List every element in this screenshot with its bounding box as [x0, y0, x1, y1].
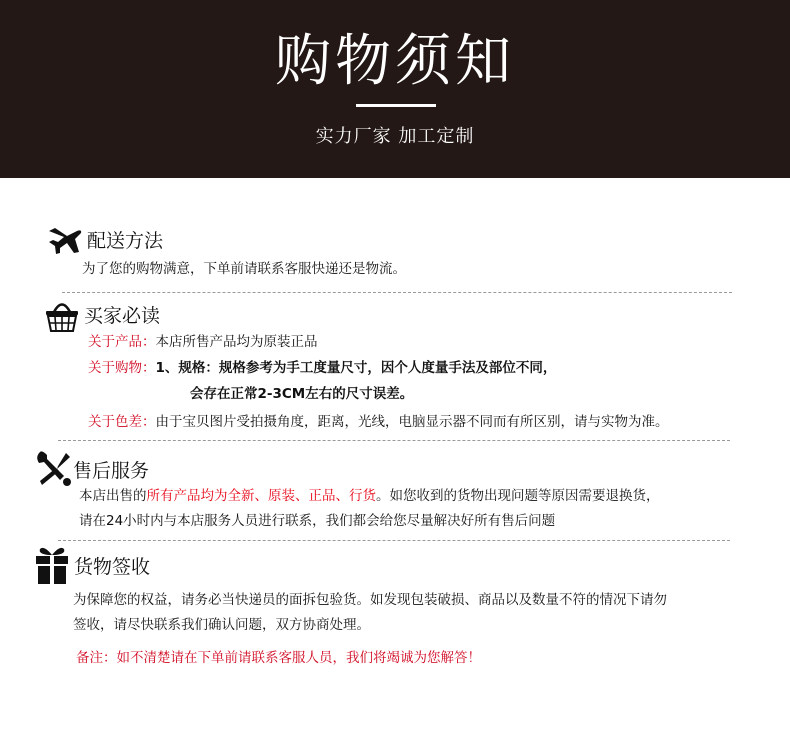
header-banner — [0, 0, 790, 178]
shopping-basket-icon — [44, 296, 80, 334]
after-sales-text-1c: 。如您收到的货物出现问题等原因需要退换货， — [376, 488, 660, 504]
section-title-delivery: 配送方法 — [87, 230, 164, 252]
buyer-product-line — [88, 332, 318, 352]
section-title-receipt: 货物签收 — [74, 556, 151, 578]
after-sales-line-2: 请在24小时内与本店服务人员进行联系，我们都会给您尽量解决好所有售后问题 — [79, 513, 556, 529]
section-title-buyer: 买家必读 — [84, 305, 161, 327]
buyer-color-line — [88, 412, 669, 432]
color-label: 关于色差： — [88, 414, 156, 430]
title-underline — [356, 104, 436, 107]
color-text: 由于宝贝图片受拍摄角度，距离，光线，电脑显示器不同而有所区别，请与实物为准。 — [155, 414, 669, 430]
delivery-text: 为了您的购物满意，下单前请联系客服快递还是物流。 — [82, 261, 406, 277]
receipt-line-1: 为保障您的权益，请务必当快递员的面拆包验货。如发现包装破损、商品以及数量不符的情况下请勿 — [73, 592, 667, 608]
airplane-icon — [47, 225, 83, 255]
buyer-purchase-line-1 — [88, 358, 556, 378]
purchase-text-1: 1、规格：规格参考为手工度量尺寸，因个人度量手法及部位不同， — [155, 360, 557, 376]
after-sales-text-1a: 本店出售的 — [79, 488, 147, 504]
receipt-line-2: 签收，请尽快联系我们确认问题，双方协商处理。 — [73, 617, 370, 633]
purchase-label: 关于购物： — [88, 360, 156, 376]
product-text: 本店所售产品均为原装正品 — [155, 334, 318, 350]
after-sales-line-1 — [79, 486, 660, 506]
receipt-note: 备注：如不清楚请在下单前请联系客服人员，我们将竭诚为您解答！ — [76, 650, 481, 666]
separator — [62, 292, 732, 293]
wrench-screwdriver-icon — [34, 450, 72, 488]
purchase-text-2: 会存在正常2-3CM左右的尺寸误差。 — [190, 386, 414, 402]
section-title-after-sales: 售后服务 — [73, 460, 150, 482]
page-subtitle: 实力厂家 加工定制 — [315, 126, 475, 147]
separator — [58, 440, 730, 441]
page-title: 购物须知 — [275, 29, 515, 94]
product-label: 关于产品： — [88, 334, 156, 350]
separator — [58, 540, 730, 541]
gift-box-icon — [34, 545, 70, 585]
after-sales-highlight: 所有产品均为全新、原装、正品、行货 — [146, 488, 376, 504]
